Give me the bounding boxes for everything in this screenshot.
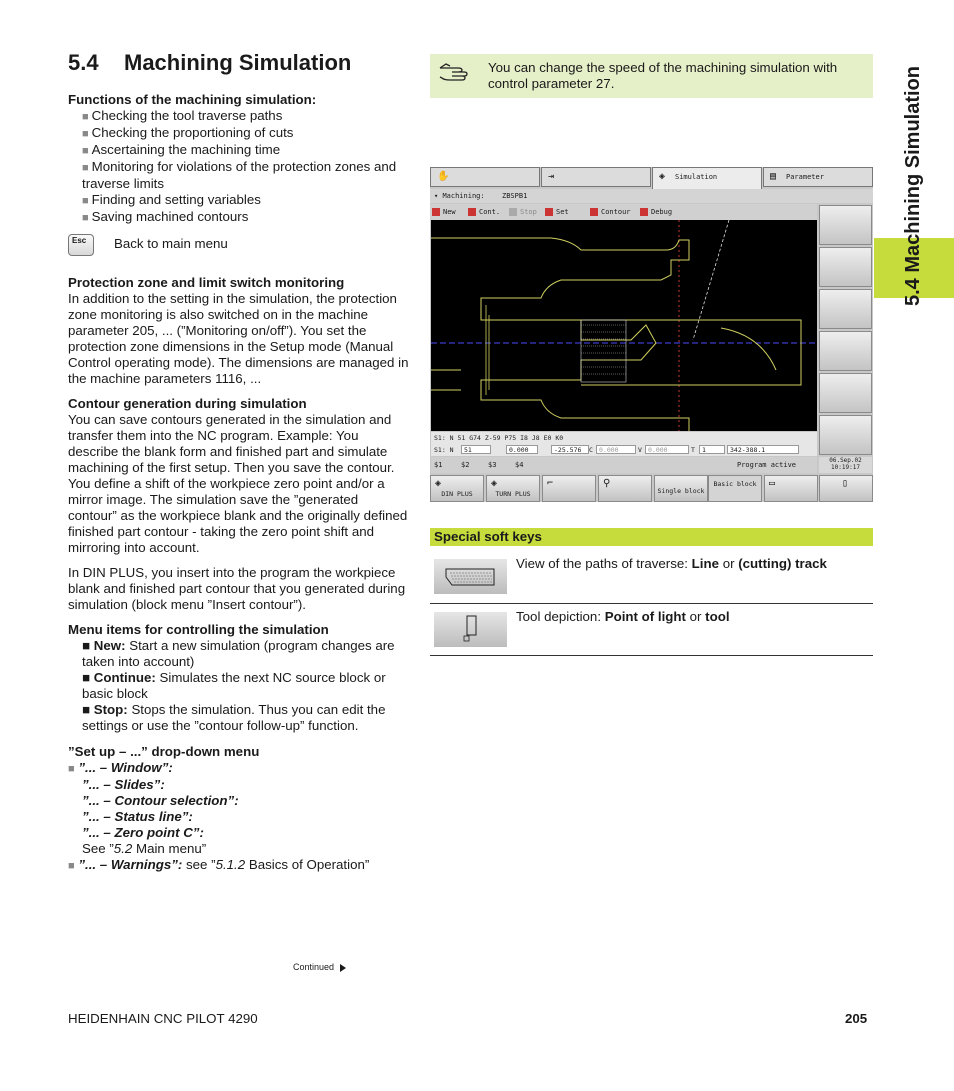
- basic-block-key[interactable]: Basic block: [708, 475, 762, 502]
- track-softkey[interactable]: [434, 559, 507, 594]
- list-item: ■ Saving machined contours: [82, 209, 249, 224]
- tool-description: Tool depiction: Point of light or tool: [516, 609, 730, 624]
- setup-see-ref: See ”5.2 Main menu”: [82, 841, 207, 856]
- single-block-key[interactable]: Single block: [654, 475, 708, 502]
- setup-menu-heading: ”Set up – ...” drop-down menu: [68, 744, 260, 759]
- special-key-row-tool: [430, 604, 873, 656]
- v-value: 0.000: [645, 445, 689, 454]
- functions-list: [68, 108, 410, 226]
- list-item: ■ Stop: Stops the simulation. Thus you can edit the settings or use the ”contour follow-up” function.: [82, 702, 386, 733]
- tab-program-run[interactable]: [541, 167, 651, 187]
- control-screenshot: [430, 167, 873, 502]
- z-value: -25.576: [551, 445, 589, 454]
- track-icon: ▭: [769, 478, 776, 489]
- protection-text: In addition to the setting in the simulation, the protection zone monitoring is also switched on in the machine parameter 205, ... (”Monitoring on/off”). You set the protection zone dimensions in the Setup mode (Manual Control operating mode). The dimensions are managed in the machine parameters 1116, ...: [68, 291, 409, 386]
- n-value: 51: [461, 445, 491, 454]
- vertical-soft-keys: [819, 205, 872, 457]
- debug-menu-item[interactable]: Debug: [640, 204, 651, 220]
- tab-parameter[interactable]: ▤ Parameter: [763, 167, 873, 187]
- turn-plus-key[interactable]: ◈ TURN PLUS: [486, 475, 540, 502]
- menu-items-list: [68, 638, 410, 734]
- section-title: [68, 50, 410, 76]
- machining-label: Machining:: [442, 192, 485, 200]
- stop-menu-item[interactable]: Stop: [509, 204, 520, 220]
- list-item: ■ Checking the proportioning of cuts: [82, 125, 294, 140]
- new-menu-item[interactable]: New: [432, 204, 443, 220]
- t-value: 1: [699, 445, 725, 454]
- tab-manual[interactable]: [430, 167, 540, 187]
- tool-softkey[interactable]: [434, 612, 507, 647]
- pointing-hand-icon: [438, 60, 470, 84]
- left-column: [68, 50, 410, 874]
- contour-gen-heading: Contour generation during simulation: [68, 396, 307, 411]
- tool-icon: [434, 612, 507, 647]
- program-name: ZBSPB1: [502, 192, 528, 200]
- list-item: ■ Continue: Simulates the next NC source block or basic block: [82, 670, 386, 701]
- list-item: ■ Monitoring for violations of the protection zones and traverse limits: [82, 159, 397, 191]
- track-view-key[interactable]: [764, 475, 818, 502]
- vertical-soft-key[interactable]: [819, 373, 872, 413]
- arrow-icon: ⇥: [548, 171, 555, 182]
- section-number: 5.4: [68, 50, 99, 75]
- contour-key[interactable]: [542, 475, 596, 502]
- c-value: 0.000: [596, 445, 636, 454]
- magnify-key[interactable]: [598, 475, 652, 502]
- side-label: 5.4 Machining Simulation: [902, 65, 924, 307]
- setup-menu-item[interactable]: Set: [545, 204, 556, 220]
- horizontal-soft-keys: [430, 475, 873, 502]
- slot-1[interactable]: $1: [434, 461, 443, 469]
- setup-status-item: ”... – Status line”:: [82, 809, 193, 824]
- vertical-soft-key[interactable]: [819, 205, 872, 245]
- list-item: ■ New: Start a new simulation (program changes are taken into account): [82, 638, 395, 669]
- setup-warnings-item: ■ ”... – Warnings”: see ”5.1.2 Basics of Operation”: [68, 857, 370, 872]
- machining-bar: ▾ Machining: ZBSPB1: [430, 189, 873, 203]
- program-active: Program active: [737, 461, 797, 469]
- vertical-soft-key[interactable]: [819, 289, 872, 329]
- footer-title: HEIDENHAIN CNC PILOT 4290: [68, 1011, 258, 1026]
- esc-label: Back to main menu: [114, 236, 228, 251]
- contour-menu-item[interactable]: Contour: [590, 204, 601, 220]
- setup-slides-item: ”... – Slides”:: [82, 777, 165, 792]
- din-plus-key[interactable]: ◈ DIN PLUS: [430, 475, 484, 502]
- status-line-2: S1: N 51 0.000 -25.576 C 0.000 V 0.000 T 1 342-388.1: [431, 444, 817, 456]
- contour-gen-text-1: You can save contours generated in the simulation and transfer them into the NC program. Example: You describe the blank form and finished part and simulate machining of the first setup. Then you save the contour. You define a shift of the workpiece zero point and/or a mirror image. The simulation save the ”generated contour” as the workpiece blank and the originally defined finished part contour - taking the zero point shift and mirroring into account.: [68, 412, 408, 555]
- tool-icon: ▯: [842, 478, 849, 489]
- menu-items-heading: Menu items for controlling the simulation: [68, 622, 329, 637]
- arrow-icon: ◈: [435, 478, 442, 489]
- contour-icon: ⌐: [547, 478, 554, 489]
- date-time: [819, 457, 872, 473]
- track-description: View of the paths of traverse: Line or (cutting) track: [516, 556, 827, 571]
- vertical-soft-key[interactable]: [819, 415, 872, 455]
- list-item: ■ Checking the tool traverse paths: [82, 108, 283, 123]
- section-title-text: Machining Simulation: [124, 50, 352, 75]
- page-number: 205: [845, 1011, 868, 1026]
- simulation-graphics: [431, 220, 817, 431]
- functions-heading: Functions of the machining simulation:: [68, 92, 317, 107]
- date: 06.Sep.02: [829, 457, 862, 464]
- arrow-diamond-icon: ◈: [659, 171, 666, 182]
- slot-2[interactable]: $2: [461, 461, 470, 469]
- continued-link[interactable]: Continued: [293, 962, 346, 972]
- protection-heading: Protection zone and limit switch monitoring: [68, 275, 345, 290]
- workpiece-drawing: [431, 220, 817, 431]
- time: 10:19:17: [831, 464, 860, 471]
- list-item: ■ Finding and setting variables: [82, 192, 261, 207]
- tool-view-key[interactable]: [819, 475, 873, 502]
- hand-icon: ✋: [437, 171, 450, 182]
- vertical-soft-key[interactable]: [819, 247, 872, 287]
- track-icon: [434, 559, 507, 594]
- table-icon: ▤: [770, 171, 777, 182]
- slot-bar: [431, 457, 817, 473]
- list-item: ■ Ascertaining the machining time: [82, 142, 281, 157]
- note-box: [430, 54, 873, 98]
- side-label-wrap: [898, 40, 928, 340]
- setup-window-item: ■ ”... – Window”:: [68, 760, 173, 775]
- simulation-toolbar: [430, 204, 817, 220]
- arrow-icon: ◈: [491, 478, 498, 489]
- esc-row: [68, 234, 410, 266]
- ref-value: 342-388.1: [727, 445, 799, 454]
- arrow-right-icon: [340, 964, 346, 972]
- tab-simulation[interactable]: ◈ Simulation: [652, 167, 762, 189]
- setup-zero-item: ”... – Zero point C”:: [82, 825, 204, 840]
- setup-contour-item: ”... – Contour selection”:: [82, 793, 239, 808]
- contour-gen-text-2: In DIN PLUS, you insert into the program the workpiece blank and finished part contour that you generated during simulation (block menu ”Insert contour”).: [68, 565, 406, 612]
- esc-key-icon[interactable]: Esc: [68, 234, 94, 256]
- status-line-1: S1: N 51 G74 Z-59 P75 I8 J8 E0 K0: [431, 432, 817, 444]
- magnifier-icon: ⚲: [603, 478, 611, 489]
- note-text: You can change the speed of the machining simulation with control parameter 27.: [488, 60, 838, 91]
- slot-4[interactable]: $4: [515, 461, 524, 469]
- vertical-soft-key[interactable]: [819, 331, 872, 371]
- special-key-row-track: [430, 546, 873, 604]
- x-value: 0.000: [506, 445, 538, 454]
- continue-menu-item[interactable]: Cont.: [468, 204, 479, 220]
- special-keys-header: Special soft keys: [430, 528, 873, 546]
- slot-3[interactable]: $3: [488, 461, 497, 469]
